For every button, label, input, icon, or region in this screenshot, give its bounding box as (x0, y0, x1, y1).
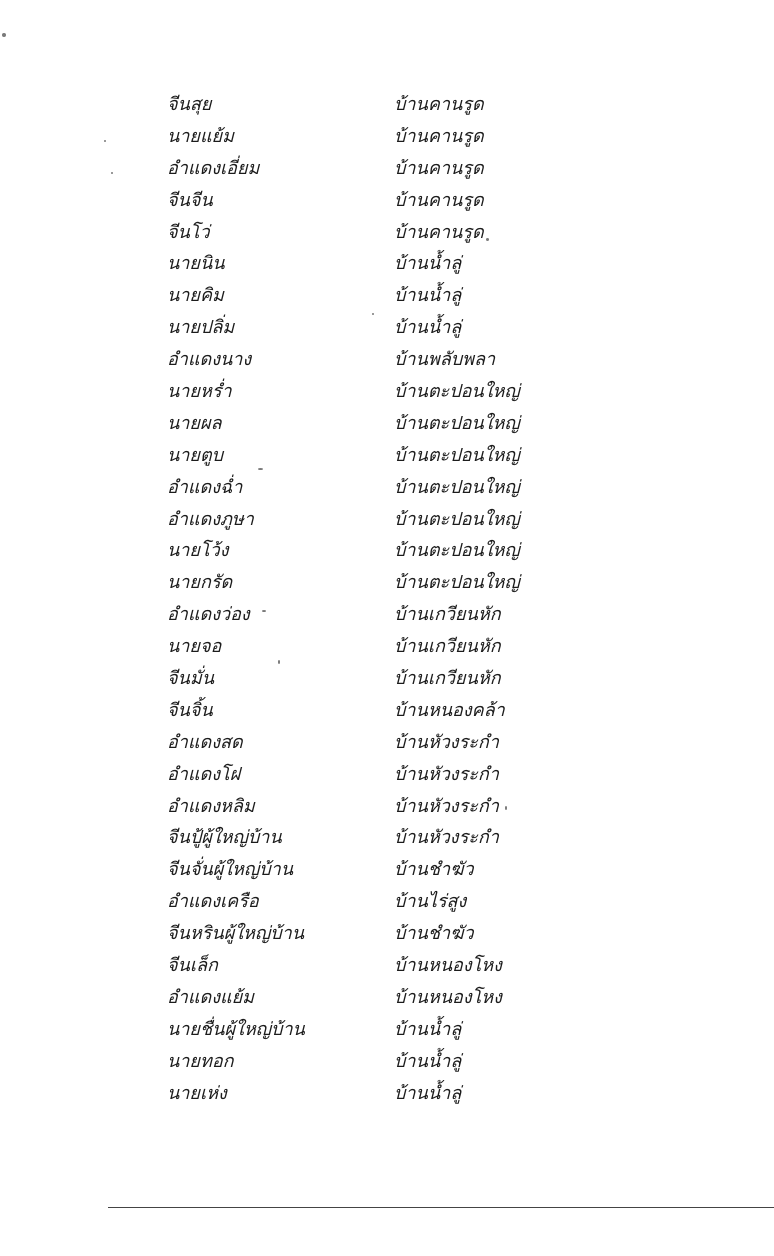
list-row (167, 472, 587, 504)
village-name: บ้านน้ำลู่ (394, 253, 462, 275)
list-row (167, 153, 587, 185)
person-name: อำแดงนาง (167, 349, 252, 371)
village-name: บ้านน้ำลู่ (394, 1082, 462, 1104)
list-row (167, 982, 587, 1014)
list-row (167, 918, 587, 950)
person-name: นายจอ (167, 636, 222, 658)
list-row (167, 599, 587, 631)
scan-speck (505, 806, 507, 810)
person-name: นายทอก (167, 1050, 234, 1072)
person-name: นายตูบ (167, 444, 224, 466)
person-name: นายหร่ำ (167, 381, 232, 403)
list-row (167, 344, 587, 376)
person-name: จีนจีน (167, 189, 213, 211)
village-name: บ้านเกวียนหัก (394, 604, 501, 626)
person-name: อำแดงหลิม (167, 795, 255, 817)
person-name: นายแย้ม (167, 125, 234, 147)
village-name: บ้านตะปอนใหญ่ (394, 508, 520, 530)
person-name: นายปลิ่ม (167, 317, 235, 339)
person-name: อำแดงโฝ (167, 763, 241, 785)
village-name: บ้านตะปอนใหญ่ (394, 572, 520, 594)
person-name: นายกรัด (167, 572, 233, 594)
list-row (167, 695, 587, 727)
list-row (167, 89, 587, 121)
scan-speck (258, 468, 263, 470)
scan-speck (111, 172, 113, 174)
village-name: บ้านหัวงระกำ (394, 731, 499, 753)
village-name: บ้านชำฆัว (394, 923, 474, 945)
list-row (167, 886, 587, 918)
person-name: จีนมั่น (167, 668, 215, 690)
person-name: อำแดงสด (167, 731, 243, 753)
village-name: บ้านพลับพลา (394, 349, 496, 371)
list-row (167, 663, 587, 695)
village-name: บ้านหนองโหง (394, 955, 502, 977)
village-name: บ้านคานรูด (394, 94, 484, 115)
village-name: บ้านหัวงระกำ (394, 827, 499, 849)
scan-speck (2, 33, 6, 37)
list-row (167, 631, 587, 663)
footer-rule (108, 1207, 774, 1208)
list-row (167, 312, 587, 344)
person-name: นายชื่นผู้ใหญ่บ้าน (167, 1018, 305, 1040)
list-row (167, 121, 587, 153)
person-name: จีนหรินผู้ใหญ่บ้าน (167, 923, 305, 945)
list-row (167, 408, 587, 440)
list-row (167, 280, 587, 312)
list-row (167, 854, 587, 886)
village-name: บ้านคานรูด (394, 189, 484, 211)
list-row (167, 567, 587, 599)
village-name: บ้านคานรูด (394, 221, 484, 243)
name-village-list (167, 89, 587, 1110)
list-row (167, 248, 587, 280)
village-name: บ้านน้ำลู่ (394, 285, 462, 307)
village-name: บ้านตะปอนใหญ่ (394, 476, 520, 498)
village-name: บ้านคานรูด (394, 157, 484, 179)
scan-speck (372, 313, 374, 315)
person-name: นายโว้ง (167, 540, 229, 562)
village-name: บ้านเกวียนหัก (394, 636, 501, 658)
list-row (167, 504, 587, 536)
village-name: บ้านชำฆัว (394, 859, 474, 881)
village-name: บ้านน้ำลู่ (394, 317, 462, 339)
list-row (167, 535, 587, 567)
list-row (167, 759, 587, 791)
person-name: จีนจั่นผู้ใหญ่บ้าน (167, 859, 294, 881)
person-name: นายเห่ง (167, 1082, 227, 1104)
village-name: บ้านน้ำลู่ (394, 1050, 462, 1072)
list-row (167, 791, 587, 823)
list-row (167, 440, 587, 472)
list-row (167, 822, 587, 854)
scan-speck (262, 610, 266, 612)
person-name: อำแดงว่อง (167, 604, 250, 626)
list-row (167, 1014, 587, 1046)
list-row (167, 1046, 587, 1078)
person-name: จีนเล็ก (167, 955, 218, 977)
list-row (167, 727, 587, 759)
village-name: บ้านคานรูด (394, 125, 484, 147)
village-name: บ้านตะปอนใหญ่ (394, 381, 520, 403)
person-name: จีนปู้ผู้ใหญ่บ้าน (167, 827, 282, 849)
village-name: บ้านไร่สูง (394, 891, 467, 913)
list-row (167, 1078, 587, 1110)
list-row (167, 185, 587, 217)
list-row (167, 950, 587, 982)
person-name: อำแดงภูษา (167, 508, 254, 530)
scan-speck (486, 238, 489, 241)
village-name: บ้านตะปอนใหญ่ (394, 540, 520, 562)
scan-speck (278, 660, 280, 664)
person-name: อำแดงเครือ (167, 891, 259, 913)
person-name: นายนิน (167, 253, 225, 275)
person-name: จีนโว่ (167, 221, 210, 243)
scan-speck (104, 140, 106, 142)
village-name: บ้านหนองคล้า (394, 699, 505, 721)
village-name: บ้านน้ำลู่ (394, 1018, 462, 1040)
person-name: อำแดงฉ่ำ (167, 476, 243, 498)
village-name: บ้านเกวียนหัก (394, 668, 501, 690)
person-name: นายคิม (167, 285, 224, 307)
list-row (167, 376, 587, 408)
village-name: บ้านหัวงระกำ (394, 763, 499, 785)
village-name: บ้านตะปอนใหญ่ (394, 412, 520, 434)
village-name: บ้านหนองโหง (394, 986, 502, 1008)
person-name: จีนจิ้น (167, 699, 213, 721)
person-name: นายผล (167, 412, 222, 434)
village-name: บ้านหัวงระกำ (394, 795, 499, 817)
village-name: บ้านตะปอนใหญ่ (394, 444, 520, 466)
person-name: อำแดงแย้ม (167, 986, 255, 1008)
person-name: จีนสุย (167, 94, 212, 115)
person-name: อำแดงเอี่ยม (167, 157, 260, 179)
list-row (167, 217, 587, 249)
